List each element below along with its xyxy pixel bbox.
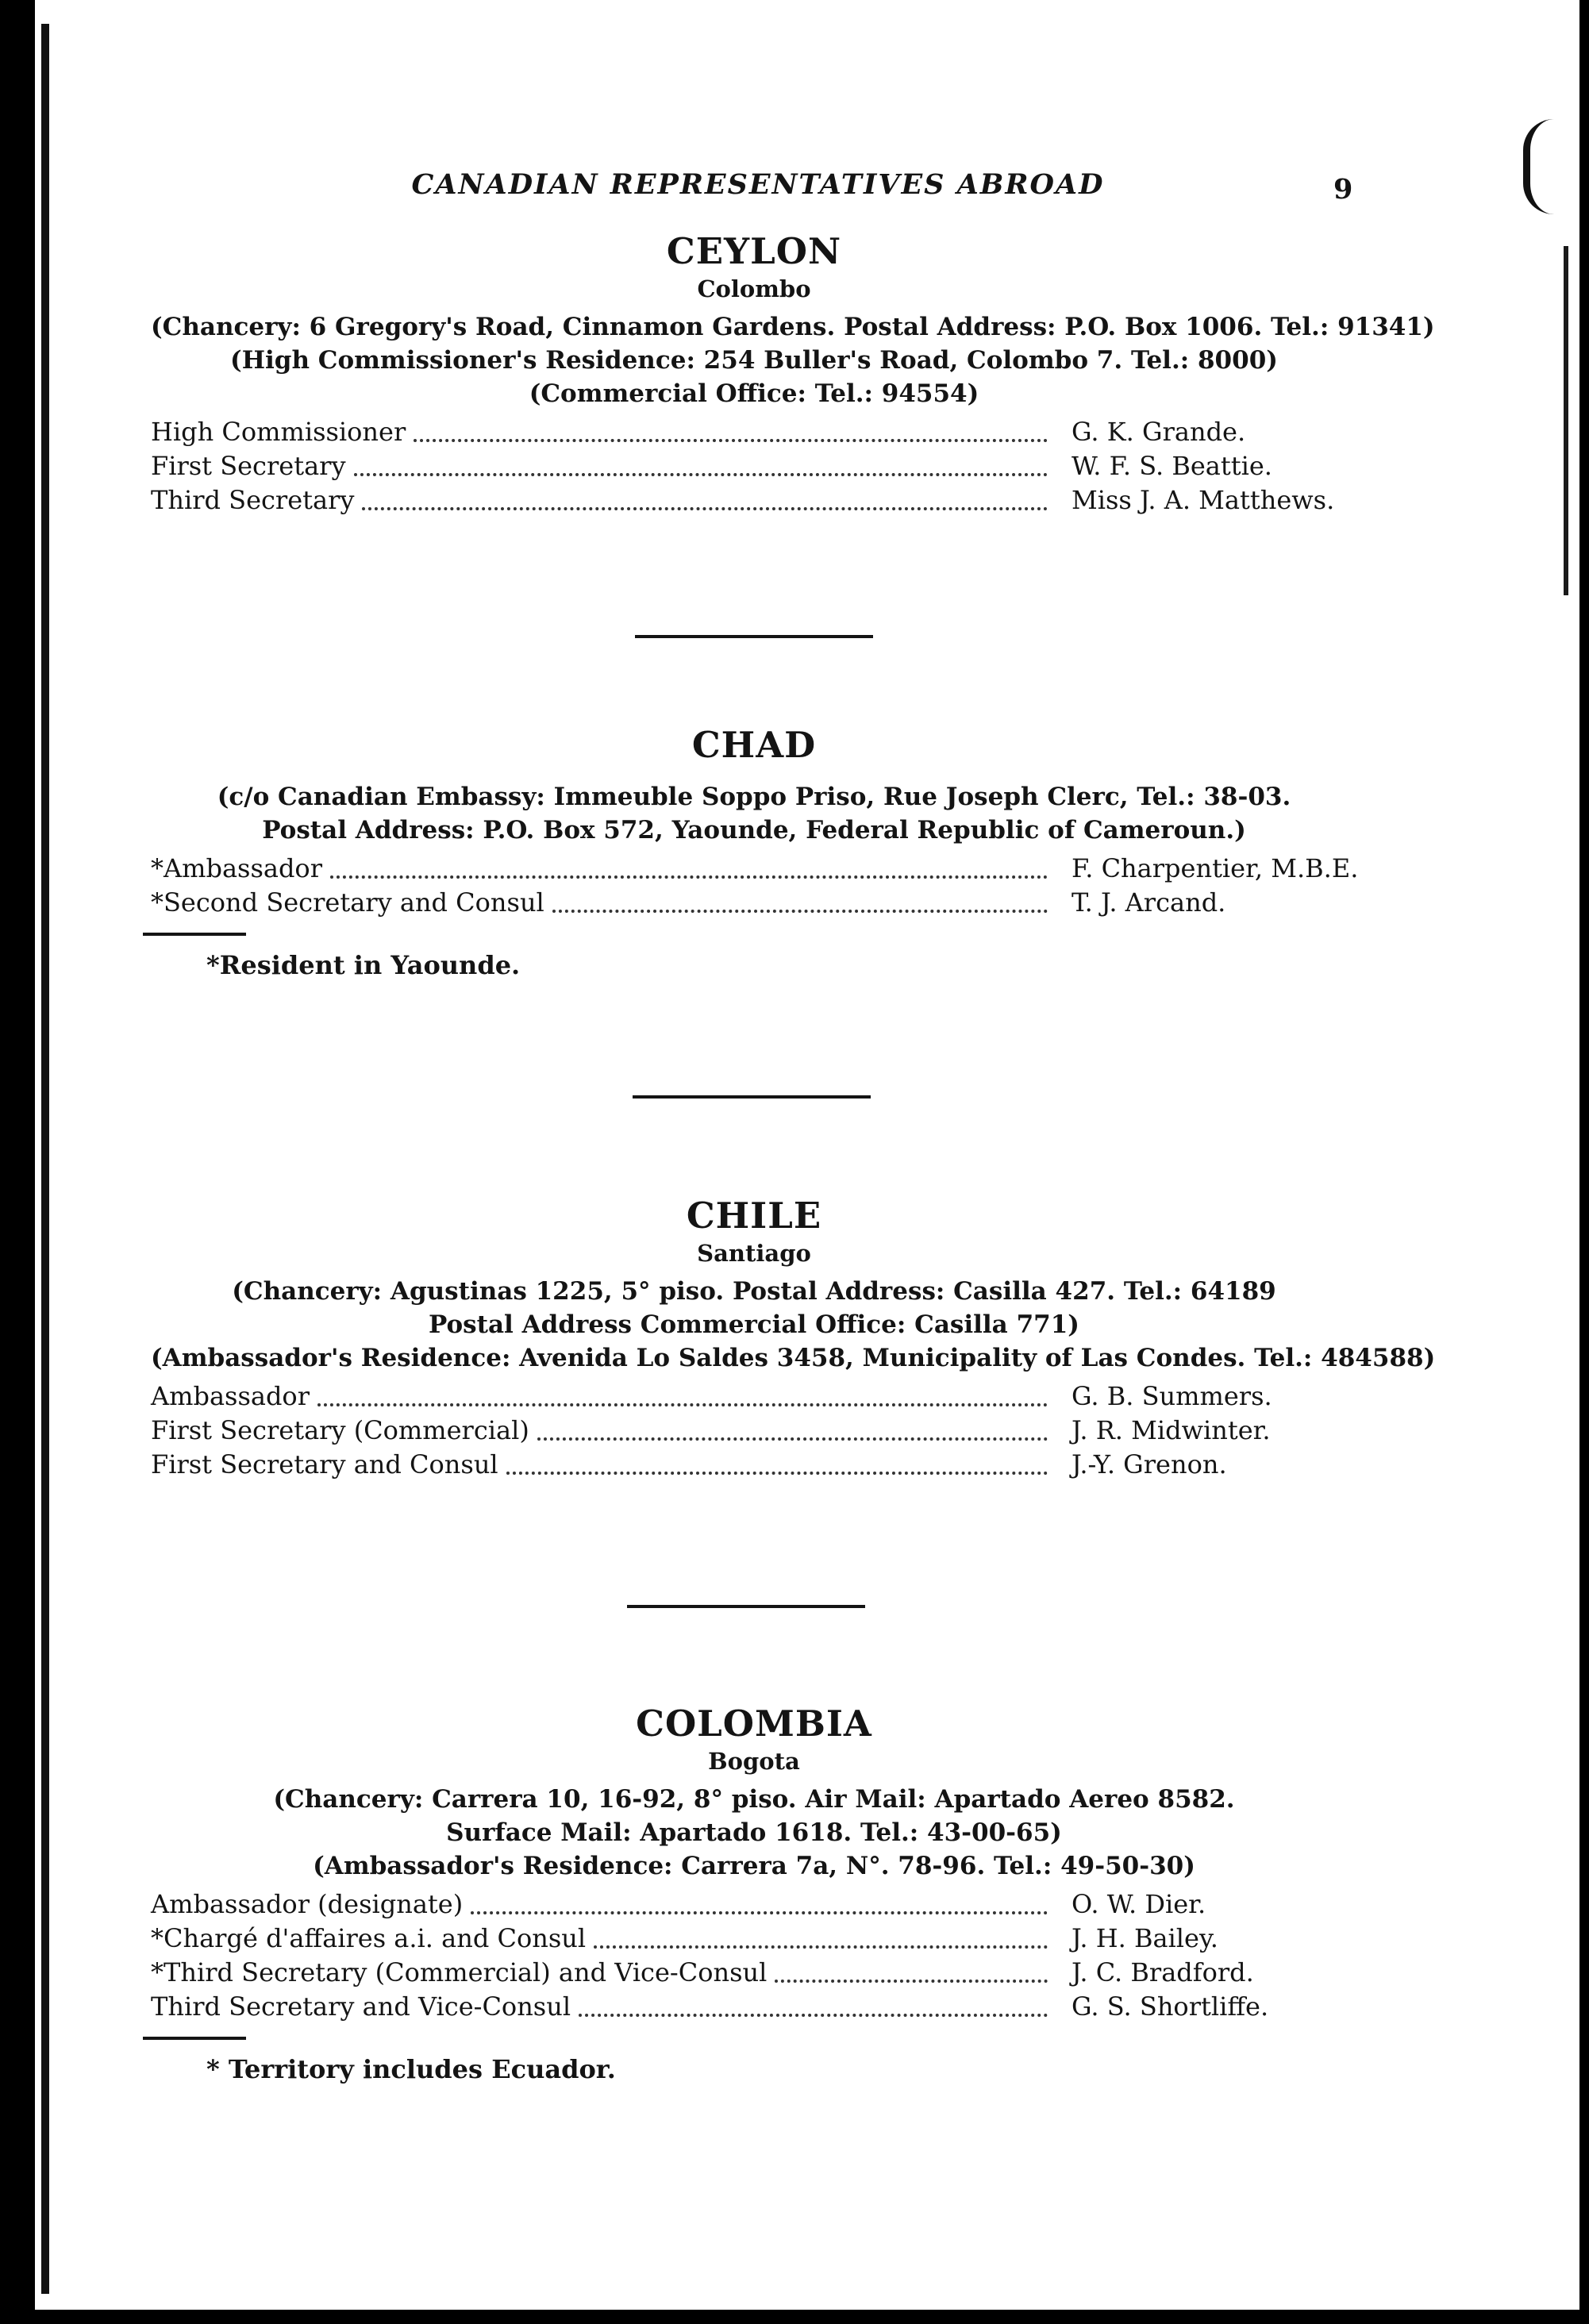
staff-row <box>151 1922 1357 1956</box>
dot-leader <box>537 1437 1048 1441</box>
staff-row <box>151 1887 1357 1922</box>
staff-title: *Chargé d'affaires a.i. and Consul <box>151 1923 587 1953</box>
staff-name: J. R. Midwinter. <box>1072 1415 1271 1445</box>
staff-list <box>151 1887 1357 2024</box>
dot-leader <box>354 473 1048 476</box>
staff-row <box>151 852 1357 886</box>
address-line: Postal Address: P.O. Box 572, Yaounde, Federal Republic of Cameroun.) <box>262 816 1246 845</box>
section-separator <box>627 1605 865 1608</box>
staff-title: *Ambassador <box>151 853 322 883</box>
section-separator <box>633 1095 871 1099</box>
staff-row <box>151 1448 1357 1482</box>
dot-leader <box>775 1980 1048 1983</box>
running-head: CANADIAN REPRESENTATIVES ABROAD <box>411 168 1105 201</box>
address-line: (c/o Canadian Embassy: Immeuble Soppo Priso, Rue Joseph Clerc, Tel.: 38-03. <box>217 783 1291 811</box>
staff-row <box>151 1990 1357 2024</box>
scan-border-left <box>0 0 35 2324</box>
staff-name: O. W. Dier. <box>1072 1889 1206 1919</box>
dot-leader <box>330 875 1048 879</box>
scan-edge-rule <box>1564 246 1568 595</box>
footnote-rule <box>143 2037 246 2040</box>
city-name: Bogota <box>708 1748 800 1775</box>
staff-title: *Second Secretary and Consul <box>151 887 544 918</box>
address-line: (Chancery: 6 Gregory's Road, Cinnamon Gardens. Postal Address: P.O. Box 1006. Tel.: 91341) <box>151 313 1435 341</box>
staff-name: G. K. Grande. <box>1072 417 1246 447</box>
country-heading: COLOMBIA <box>636 1703 872 1745</box>
staff-title: *Third Secretary (Commercial) and Vice-Consul <box>151 1957 768 1987</box>
staff-name: J. H. Bailey. <box>1072 1923 1218 1953</box>
staff-name: J.-Y. Grenon. <box>1072 1449 1227 1479</box>
address-line: (Chancery: Agustinas 1225, 5° piso. Postal Address: Casilla 427. Tel.: 64189 <box>232 1277 1276 1306</box>
dot-leader <box>471 1911 1048 1914</box>
staff-title: First Secretary (Commercial) <box>151 1415 529 1445</box>
country-heading: CEYLON <box>666 230 842 272</box>
dot-leader <box>317 1403 1048 1406</box>
staff-title: First Secretary and Consul <box>151 1449 498 1479</box>
city-name: Colombo <box>697 275 811 302</box>
staff-name: Miss J. A. Matthews. <box>1072 485 1335 515</box>
staff-row <box>151 415 1357 449</box>
scan-border-right <box>1579 0 1589 2324</box>
address-line: (Ambassador's Residence: Carrera 7a, N°. 78-96. Tel.: 49-50-30) <box>313 1852 1195 1880</box>
address-line: (Ambassador's Residence: Avenida Lo Saldes 3458, Municipality of Las Condes. Tel.: 484588) <box>151 1344 1436 1372</box>
dot-leader <box>362 507 1048 510</box>
address-line: (Commercial Office: Tel.: 94554) <box>529 379 979 408</box>
staff-name: J. C. Bradford. <box>1072 1957 1254 1987</box>
dot-leader <box>594 1945 1048 1949</box>
staff-name: G. S. Shortliffe. <box>1072 1991 1269 2022</box>
staff-title: Third Secretary <box>151 485 355 515</box>
staff-list <box>151 1379 1357 1482</box>
country-heading: CHILE <box>686 1195 822 1237</box>
section-chile <box>151 1195 1436 1482</box>
staff-title: First Secretary <box>151 451 346 481</box>
section-colombia <box>151 1703 1357 2084</box>
staff-row <box>151 483 1357 518</box>
scan-border-bottom <box>0 2310 1589 2324</box>
footnote: *Resident in Yaounde. <box>206 950 521 980</box>
dot-leader <box>579 2014 1048 2017</box>
staff-row <box>151 1414 1357 1448</box>
staff-row <box>151 1956 1357 1990</box>
staff-name: W. F. S. Beattie. <box>1072 451 1272 481</box>
country-heading: CHAD <box>691 724 817 766</box>
section-chad <box>151 724 1357 980</box>
staff-name: F. Charpentier, M.B.E. <box>1072 853 1359 883</box>
dot-leader <box>506 1472 1048 1475</box>
staff-list <box>151 415 1357 518</box>
staff-title: Ambassador (designate) <box>151 1889 464 1919</box>
address-line: (Chancery: Carrera 10, 16-92, 8° piso. Air Mail: Apartado Aereo 8582. <box>273 1785 1235 1814</box>
scan-border-left-inner <box>41 24 49 2294</box>
section-separator <box>635 635 873 638</box>
dot-leader <box>414 439 1048 442</box>
staff-title: High Commissioner <box>151 417 406 447</box>
address-line: (High Commissioner's Residence: 254 Buller's Road, Colombo 7. Tel.: 8000) <box>230 346 1278 375</box>
city-name: Santiago <box>697 1240 811 1267</box>
footnote-rule <box>143 933 246 936</box>
staff-name: G. B. Summers. <box>1072 1381 1272 1411</box>
staff-title: Third Secretary and Vice-Consul <box>151 1991 571 2022</box>
scan-edge-mark <box>1523 119 1554 214</box>
address-line: Postal Address Commercial Office: Casilla 771) <box>429 1310 1079 1339</box>
page-number: 9 <box>1333 173 1353 206</box>
staff-row <box>151 886 1357 920</box>
section-ceylon <box>151 230 1435 518</box>
staff-row <box>151 1379 1357 1414</box>
dot-leader <box>552 910 1048 913</box>
address-line: Surface Mail: Apartado 1618. Tel.: 43-00-65) <box>446 1818 1062 1847</box>
footnote: * Territory includes Ecuador. <box>206 2054 616 2084</box>
staff-list <box>151 852 1357 920</box>
staff-row <box>151 449 1357 483</box>
staff-title: Ambassador <box>151 1381 310 1411</box>
staff-name: T. J. Arcand. <box>1072 887 1226 918</box>
